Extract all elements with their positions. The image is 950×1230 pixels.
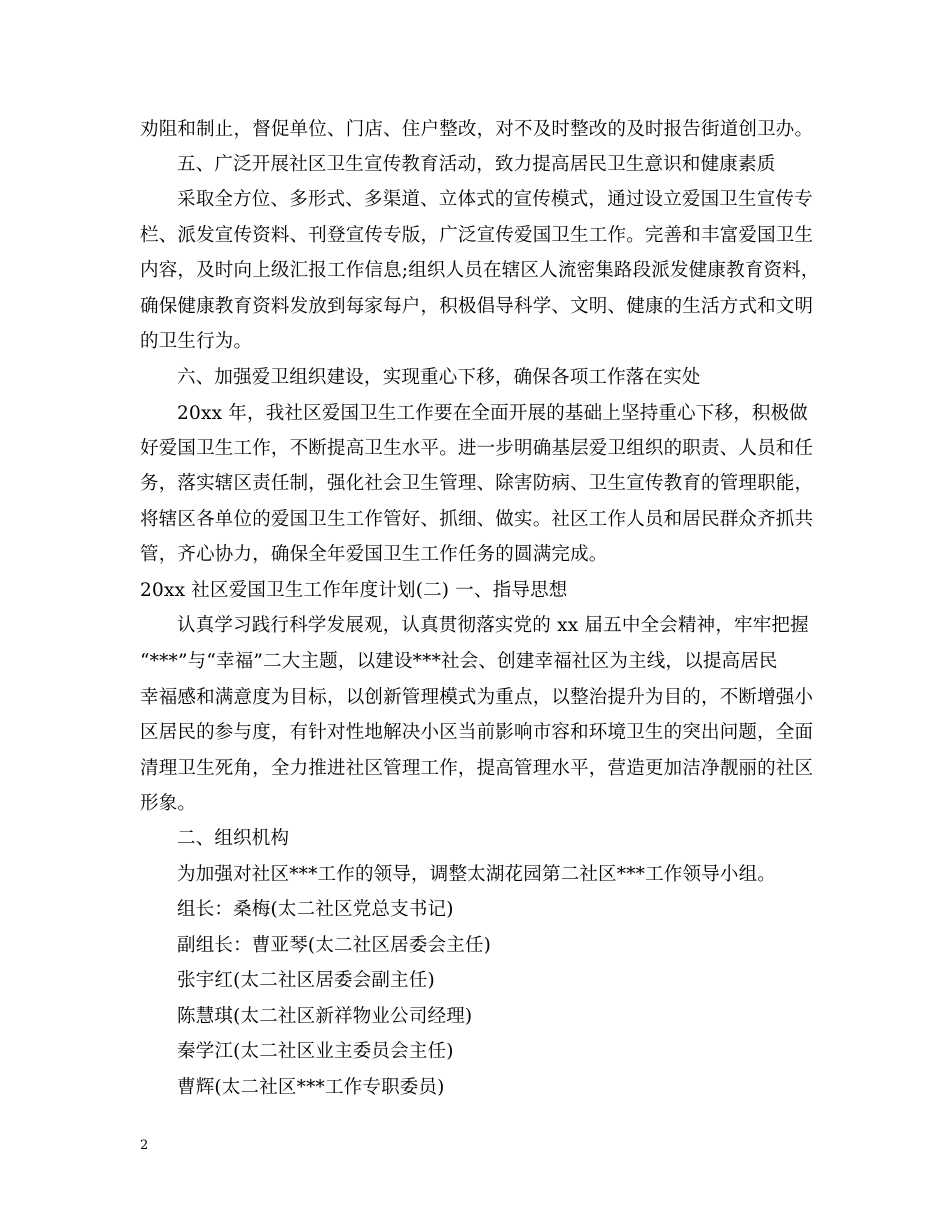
text-line: 栏、派发宣传资料、刊登宣传专版，广泛宣传爱国卫生工作。完善和丰富爱国卫生 — [140, 225, 814, 246]
member-line: 秦学江(太二社区业主委员会主任) — [177, 1041, 454, 1062]
text-line: 将辖区各单位的爱国卫生工作管好、抓细、做实。社区工作人员和居民群众齐抓共 — [140, 509, 814, 530]
text-line: 确保健康教育资料发放到每家每户，积极倡导科学、文明、健康的生活方式和文明 — [140, 296, 814, 317]
text-line: 管，齐心协力，确保全年爱国卫生工作任务的圆满完成。 — [140, 544, 608, 565]
text-line: 清理卫生死角，全力推进社区管理工作，提高管理水平，营造更加洁净靓丽的社区 — [140, 758, 814, 779]
section-heading: 六、加强爱卫组织建设，实现重心下移，确保各项工作落在实处 — [177, 367, 701, 388]
member-line: 陈慧琪(太二社区新祥物业公司经理) — [177, 1006, 473, 1027]
text-line: 区居民的参与度，有针对性地解决小区当前影响市容和环境卫生的突出问题，全面 — [140, 722, 814, 743]
member-line: 副组长：曹亚琴(太二社区居委会主任) — [177, 935, 492, 956]
member-line: 曹辉(太二社区***工作专职委员) — [177, 1077, 445, 1098]
document-subtitle: 20xx 社区爱国卫生工作年度计划(二) 一、指导思想 — [140, 580, 568, 601]
text-line: 幸福感和满意度为目标，以创新管理模式为重点，以整治提升为目的，不断增强小 — [140, 687, 814, 708]
member-line: 组长：桑梅(太二社区党总支书记) — [177, 899, 454, 920]
member-line: 张宇红(太二社区居委会副主任) — [177, 970, 435, 991]
text-line: 的卫生行为。 — [140, 331, 253, 352]
text-line: “***”与“幸福”二大主题，以建设***社会、创建幸福社区为主线，以提高居民 — [140, 651, 778, 672]
text-line: 形象。 — [140, 793, 197, 814]
text-line: 认真学习践行科学发展观，认真贯彻落实党的 xx 届五中全会精神，牢牢把握 — [177, 615, 809, 636]
text-line: 20xx 年，我社区爱国卫生工作要在全面开展的基础上坚持重心下移，积极做 — [177, 403, 808, 424]
text-line: 内容，及时向上级汇报工作信息;组织人员在辖区人流密集路段派发健康教育资料， — [140, 260, 820, 281]
text-line: 劝阻和制止，督促单位、门店、住户整改，对不及时整改的及时报告街道创卫办。 — [140, 119, 814, 140]
section-heading: 二、组织机构 — [177, 828, 290, 849]
page-number: 2 — [140, 1138, 149, 1153]
text-line: 务，落实辖区责任制，强化社会卫生管理、除害防病、卫生宣传教育的管理职能， — [140, 473, 814, 494]
text-line: 采取全方位、多形式、多渠道、立体式的宣传模式，通过设立爱国卫生宣传专 — [177, 189, 813, 210]
text-line: 好爱国卫生工作，不断提高卫生水平。进一步明确基层爱卫组织的职责、人员和任 — [140, 438, 814, 459]
section-heading: 五、广泛开展社区卫生宣传教育活动，致力提高居民卫生意识和健康素质 — [177, 154, 776, 175]
text-line: 为加强对社区***工作的领导，调整太湖花园第二社区***工作领导小组。 — [177, 864, 777, 885]
